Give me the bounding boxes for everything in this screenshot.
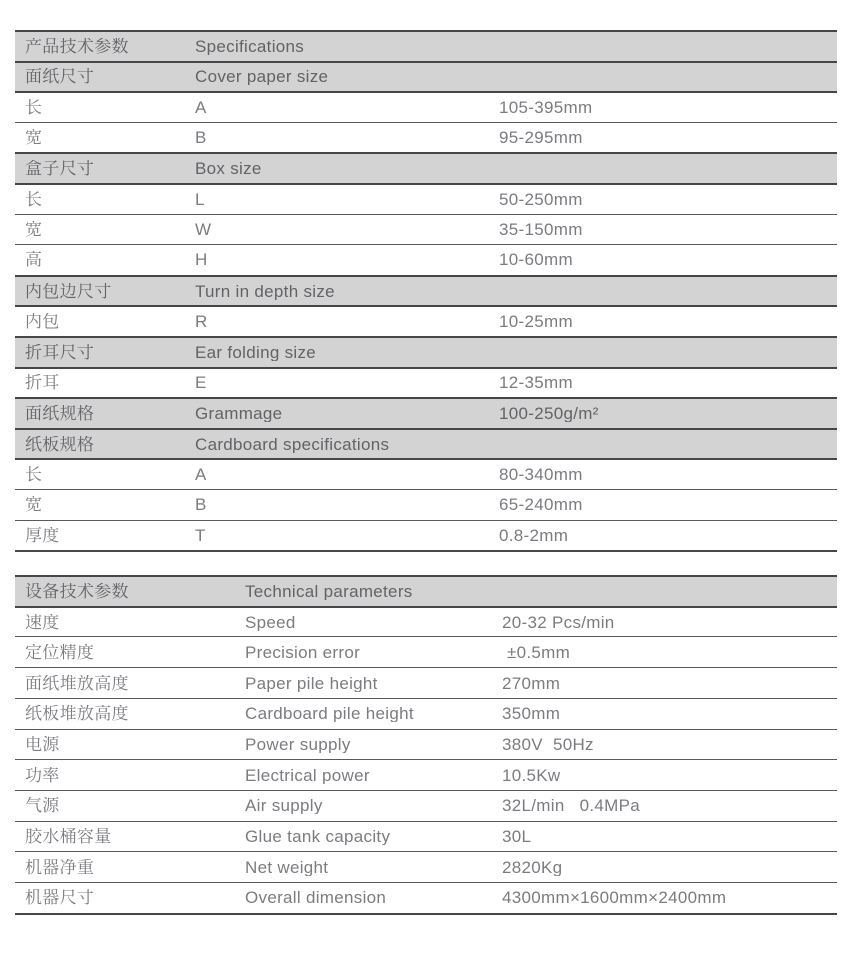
row-label-en: Cardboard pile height	[245, 705, 414, 723]
row-value: 2820Kg	[502, 858, 563, 876]
table-row	[15, 667, 837, 698]
row-label-cn: 折耳尺寸	[25, 343, 95, 361]
row-label-en: Paper pile height	[245, 674, 378, 692]
header-label-en: Specifications	[195, 37, 305, 55]
row-value: 10-60mm	[499, 251, 573, 269]
row-label-cn: 功率	[25, 766, 60, 784]
table-header-row	[15, 30, 837, 61]
row-label-cn: 盒子尺寸	[25, 160, 95, 178]
row-label-en: E	[195, 374, 207, 392]
row-value: 105-395mm	[499, 98, 593, 116]
row-label-en: R	[195, 313, 208, 331]
row-label-cn: 定位精度	[25, 643, 95, 661]
table-row	[15, 275, 837, 306]
row-label-en: Electrical power	[245, 766, 370, 784]
row-label-en: Net weight	[245, 858, 329, 876]
row-value: 20-32 Pcs/min	[502, 613, 615, 631]
row-value: 12-35mm	[499, 374, 573, 392]
table-row	[15, 458, 837, 489]
row-label-cn: 面纸尺寸	[25, 68, 95, 86]
row-label-en: T	[195, 526, 206, 544]
table-row	[15, 636, 837, 667]
row-label-en: Overall dimension	[245, 889, 387, 907]
header-label-cn: 设备技术参数	[25, 582, 129, 600]
row-label-en: L	[195, 190, 205, 208]
row-value: 32L/min 0.4MPa	[502, 797, 641, 815]
row-label-en: B	[195, 129, 207, 147]
table-row	[15, 759, 837, 790]
row-label-cn: 折耳	[25, 374, 60, 392]
table-row	[15, 821, 837, 852]
row-label-en: Cardboard specifications	[195, 435, 390, 453]
table-row	[15, 91, 837, 122]
row-label-en: Turn in depth size	[195, 282, 335, 300]
row-label-en: Speed	[245, 613, 296, 631]
table-row	[15, 152, 837, 183]
table-row	[15, 729, 837, 760]
row-label-cn: 纸板堆放高度	[25, 705, 129, 723]
row-label-cn: 机器净重	[25, 858, 95, 876]
row-label-cn: 机器尺寸	[25, 889, 95, 907]
row-label-en: Cover paper size	[195, 68, 329, 86]
row-label-cn: 速度	[25, 613, 60, 631]
row-label-en: Box size	[195, 160, 262, 178]
table-row	[15, 214, 837, 245]
table-row	[15, 61, 837, 92]
row-value: 100-250g/m²	[499, 404, 599, 422]
row-value: 10.5Kw	[502, 766, 561, 784]
row-label-cn: 电源	[25, 735, 60, 753]
row-label-en: B	[195, 496, 207, 514]
row-label-en: W	[195, 220, 212, 238]
row-value: 270mm	[502, 674, 561, 692]
technical-parameters-table	[15, 575, 837, 915]
row-value: 35-150mm	[499, 220, 583, 238]
row-label-cn: 内包边尺寸	[25, 282, 112, 300]
table-row	[15, 520, 837, 551]
row-label-en: A	[195, 466, 207, 484]
row-label-cn: 厚度	[25, 526, 60, 544]
row-label-cn: 面纸堆放高度	[25, 674, 129, 692]
row-label-cn: 长	[25, 98, 43, 116]
row-label-cn: 高	[25, 251, 43, 269]
row-label-cn: 胶水桶容量	[25, 827, 112, 845]
row-label-en: Precision error	[245, 643, 361, 661]
table-row	[15, 851, 837, 882]
table-row	[15, 489, 837, 520]
row-label-cn: 面纸规格	[25, 404, 95, 422]
row-label-en: Air supply	[245, 797, 323, 815]
table-row	[15, 790, 837, 821]
table-row	[15, 882, 837, 913]
table-row	[15, 367, 837, 398]
row-value: 10-25mm	[499, 313, 573, 331]
row-label-cn: 长	[25, 190, 43, 208]
table-row	[15, 698, 837, 729]
table-row	[15, 336, 837, 367]
row-label-en: Glue tank capacity	[245, 827, 391, 845]
row-label-en: H	[195, 251, 208, 269]
row-value: 65-240mm	[499, 496, 583, 514]
row-value: ±0.5mm	[502, 643, 571, 661]
row-value: 0.8-2mm	[499, 526, 569, 544]
table-row	[15, 606, 837, 637]
table-row	[15, 305, 837, 336]
row-label-cn: 气源	[25, 797, 60, 815]
row-label-cn: 纸板规格	[25, 435, 95, 453]
header-label-en: Technical parameters	[245, 582, 413, 600]
row-label-cn: 宽	[25, 129, 43, 147]
row-value: 80-340mm	[499, 466, 583, 484]
row-value: 30L	[502, 827, 532, 845]
row-label-cn: 长	[25, 466, 43, 484]
row-label-cn: 宽	[25, 496, 43, 514]
row-label-en: Grammage	[195, 404, 283, 422]
row-value: 50-250mm	[499, 190, 583, 208]
row-value: 380V 50Hz	[502, 735, 594, 753]
table-row	[15, 122, 837, 153]
header-label-cn: 产品技术参数	[25, 37, 129, 55]
table-row	[15, 244, 837, 275]
table-header-row	[15, 575, 837, 606]
row-label-cn: 内包	[25, 313, 60, 331]
row-value: 4300mm×1600mm×2400mm	[502, 889, 727, 907]
row-label-en: A	[195, 98, 207, 116]
table-row	[15, 428, 837, 459]
product-spec-table	[15, 30, 837, 552]
table-row	[15, 397, 837, 428]
row-label-cn: 宽	[25, 220, 43, 238]
row-label-en: Ear folding size	[195, 343, 317, 361]
row-value: 95-295mm	[499, 129, 583, 147]
table-row	[15, 183, 837, 214]
row-value: 350mm	[502, 705, 561, 723]
row-label-en: Power supply	[245, 735, 351, 753]
